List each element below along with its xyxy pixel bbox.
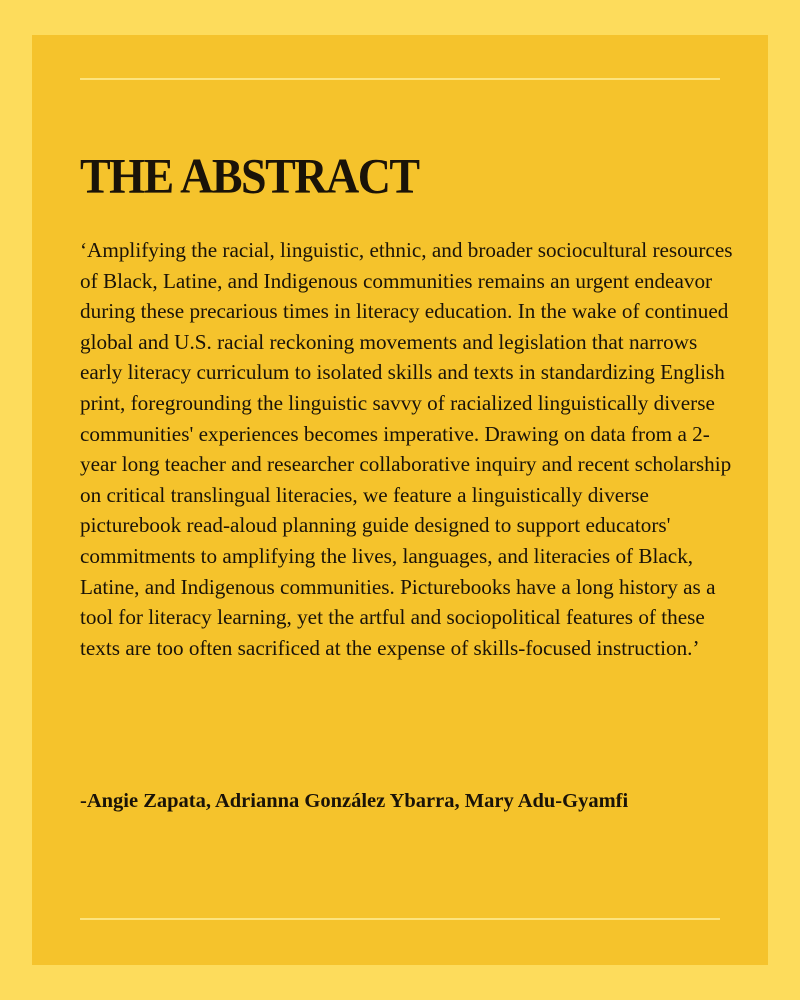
bottom-divider bbox=[80, 918, 720, 920]
abstract-card bbox=[32, 35, 768, 965]
author-credit: -Angie Zapata, Adrianna González Ybarra, Mary Adu-Gyamfi bbox=[80, 790, 629, 812]
page-title: THE ABSTRACT bbox=[80, 148, 419, 204]
abstract-text: ‘Amplifying the racial, linguistic, ethnic, and broader sociocultural resources of Black, Latine, and Indigenous communities remains an urgent endeavor during these precarious times in literacy education. In the wake of continued global and U.S. racial reckoning movements and legislation that narrows early literacy curriculum to isolated skills and texts in standardizing English print, foregrounding the linguistic savvy of racialized linguistically diverse communities' experiences becomes imperative. Drawing on data from a 2-year long teacher and researcher collaborative inquiry and recent scholarship on critical translingual literacies, we feature a linguistically diverse picturebook read-aloud planning guide designed to support educators' commitments to amplifying the lives, languages, and literacies of Black, Latine, and Indigenous communities. Picturebooks have a long history as a tool for literacy learning, yet the artful and sociopolitical features of these texts are too often sacrificed at the expense of skills-focused instruction.’ bbox=[80, 238, 733, 660]
top-divider bbox=[80, 78, 720, 80]
